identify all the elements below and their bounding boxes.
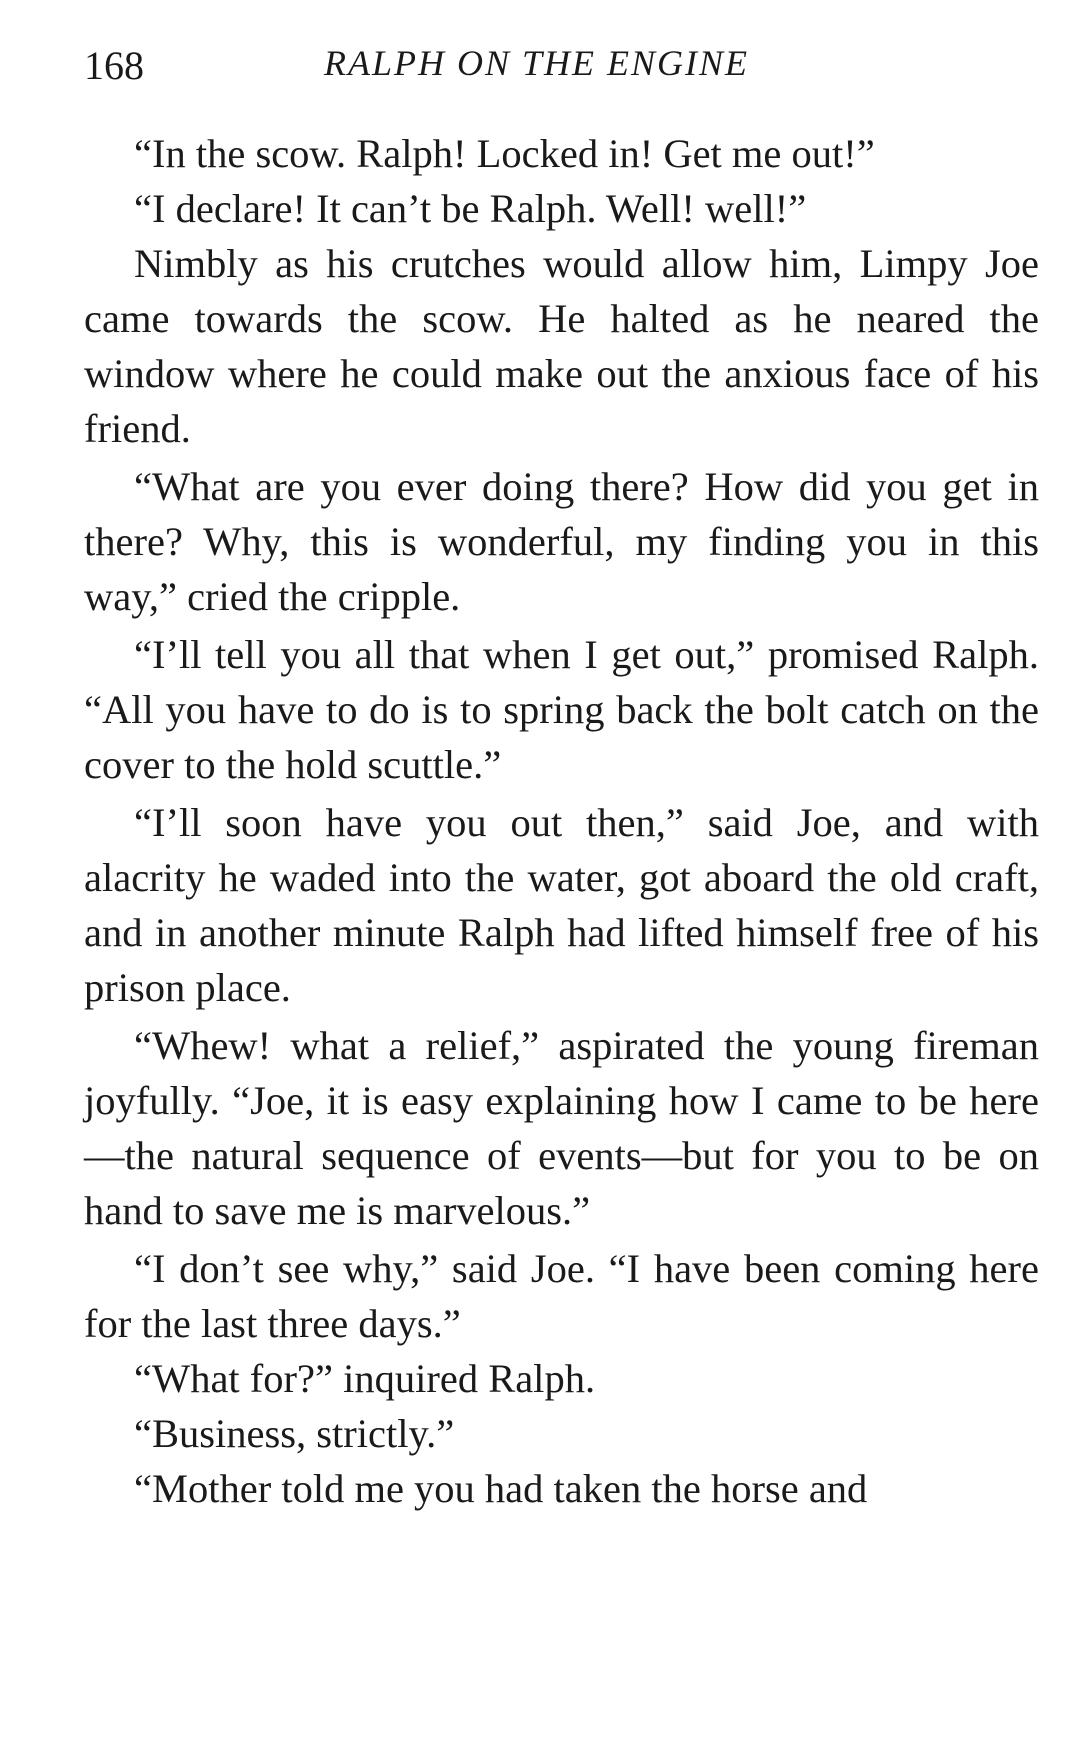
page-number: 168 <box>84 43 144 88</box>
running-title: RALPH ON THE ENGINE <box>324 43 749 83</box>
paragraph: “I don’t see why,” said Joe. “I have been coming here for the last three days.” <box>84 1246 1039 1346</box>
paragraph: “What for?” inquired Ralph. <box>134 1356 596 1401</box>
paragraph: “What are you ever doing there? How did you get in there? Why, this is wonderful, my finding you in this way,” cried the cripple. <box>84 464 1039 619</box>
paragraph: “Mother told me you had taken the horse and <box>134 1466 868 1511</box>
page-header <box>84 38 1039 88</box>
paragraph: “I’ll tell you all that when I get out,” promised Ralph. “All you have to do is to spring back the bolt catch on the cover to the hold scuttle.” <box>84 632 1039 787</box>
paragraph: “Whew! what a relief,” aspirated the young fireman joyfully. “Joe, it is easy explaining how I came to be here—the natural sequence of events—but for you to be on hand to save me is marvelous.” <box>84 1023 1039 1233</box>
body-text <box>84 126 1039 1516</box>
paragraph: “Business, strictly.” <box>134 1411 455 1456</box>
paragraph: “In the scow. Ralph! Locked in! Get me out!” <box>134 131 875 176</box>
paragraph: Nimbly as his crutches would allow him, Limpy Joe came towards the scow. He halted as he neared the window where he could make out the anxious face of his friend. <box>84 241 1039 451</box>
paragraph: “I’ll soon have you out then,” said Joe, and with alacrity he waded into the water, got aboard the old craft, and in another minute Ralph had lifted himself free of his prison place. <box>84 800 1039 1010</box>
paragraph: “I declare! It can’t be Ralph. Well! well!” <box>134 186 807 231</box>
